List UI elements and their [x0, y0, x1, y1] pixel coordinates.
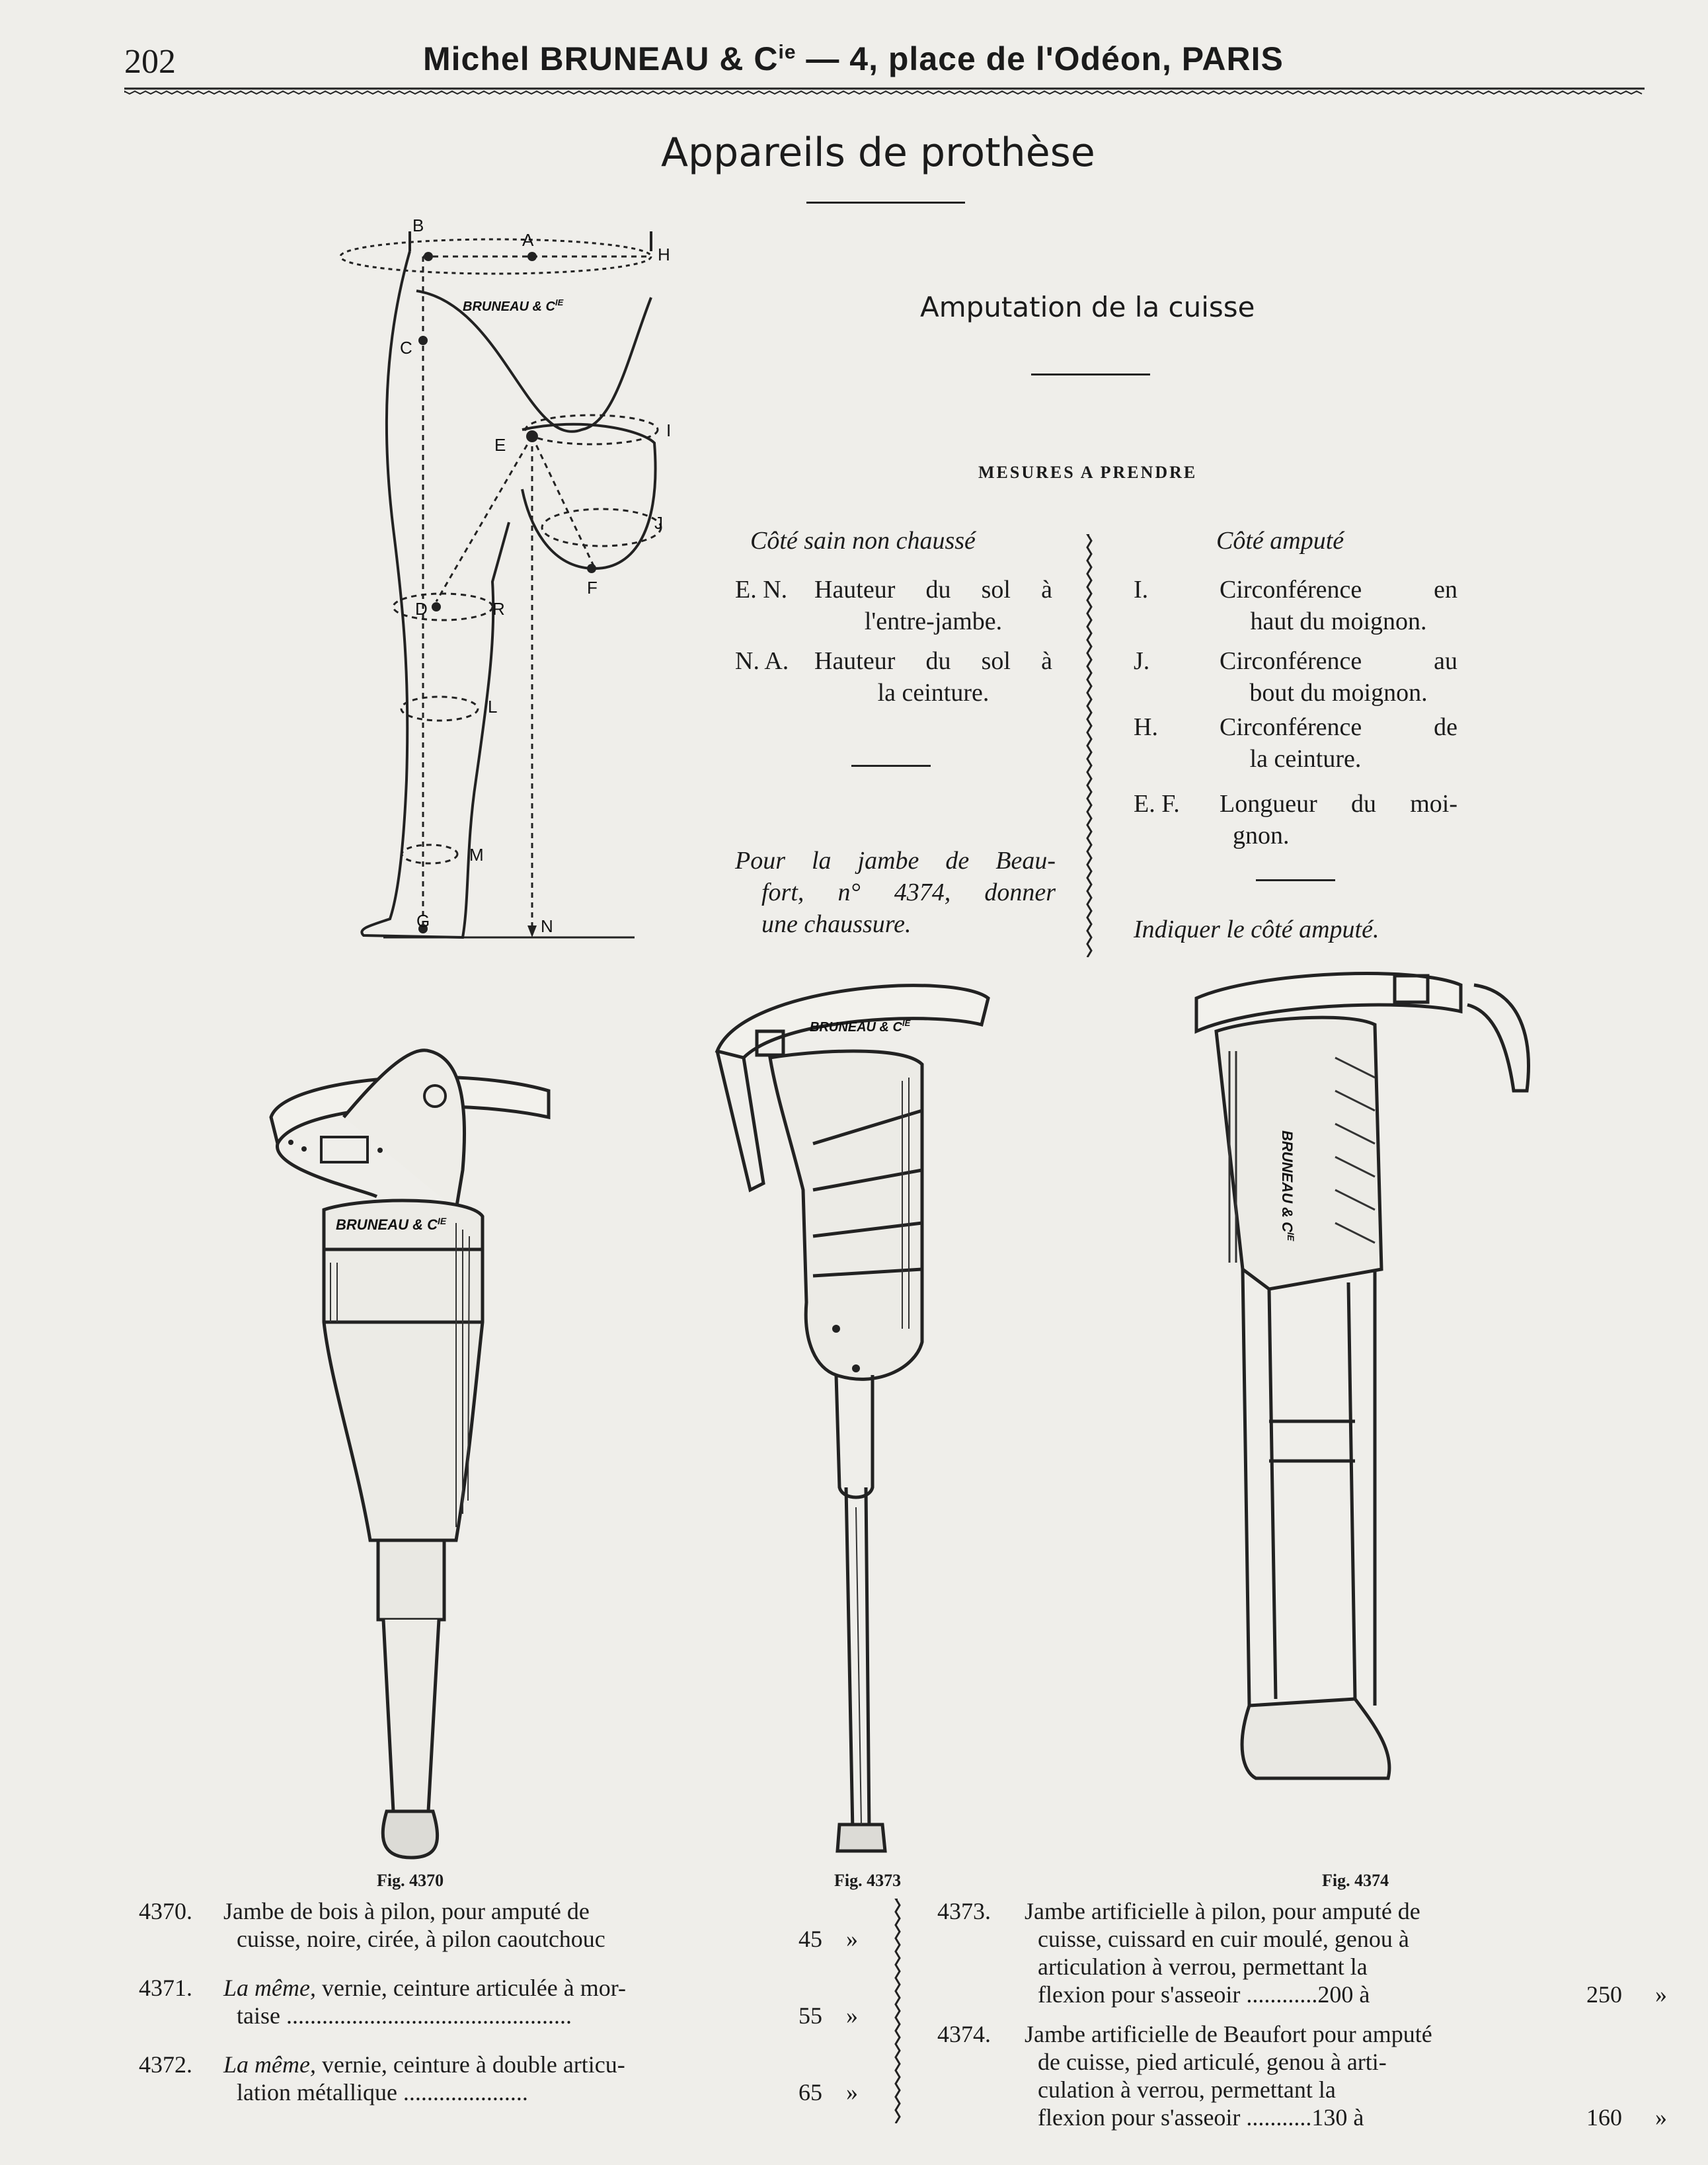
publisher-address: — 4, place de l'Odéon, PARIS [796, 40, 1284, 77]
diagram-brand: BRUNEAU & $C^{IE}$ [463, 297, 564, 314]
figure-label-4370: Fig. 4370 [377, 1871, 444, 1890]
diagram-label-l: L [488, 697, 498, 717]
figure-4370-peg-leg [258, 1038, 568, 1871]
item-price: 160 [1586, 2104, 1622, 2131]
measure-text-cont: la ceinture. [877, 679, 990, 707]
price-item-4373 [925, 1897, 1679, 2014]
diagram-label-h: H [658, 245, 670, 264]
item-desc: Jambe artificielle à pilon, pour amputé de [1025, 1898, 1420, 1924]
item-price-mark: » [846, 1926, 858, 1952]
page-title: Appareils de prothèse [661, 130, 1095, 176]
item-desc: culation à verrou, permettant la [1038, 2076, 1336, 2103]
measure-text: Circonférence de [1220, 713, 1457, 741]
item-desc: lation métallique ..................... [237, 2079, 528, 2106]
price-list-left [124, 1897, 884, 2114]
beaufort-note [735, 845, 1056, 940]
left-column-heading: Côté sain non chaussé [750, 527, 976, 555]
measure-row-na [735, 645, 1052, 677]
diagram-label-b: B [412, 216, 424, 235]
item-price: 250 [1586, 1981, 1622, 2008]
fig-4370-brand: BRUNEAU & $C^{IE}$ [336, 1216, 447, 1233]
price-list-right [925, 1897, 1679, 2137]
item-price: 55 [798, 2002, 822, 2029]
measure-text-cont: la ceinture. [1249, 745, 1362, 773]
item-desc: La même, vernie, ceinture articulée à mor- [223, 1975, 627, 2001]
measure-text: Hauteur du sol à [814, 576, 1052, 604]
left-short-rule [851, 765, 931, 767]
diagram-label-m: M [469, 845, 484, 865]
item-price: 45 [798, 1926, 822, 1952]
note-line: fort, n° 4374, donner [761, 879, 1056, 906]
figure-4373-artificial-leg [704, 972, 1008, 1864]
figure-label-4374: Fig. 4374 [1322, 1871, 1389, 1890]
diagram-label-d: D [415, 599, 428, 619]
diagram-label-j: J [654, 513, 663, 533]
item-price-mark: » [1655, 2104, 1667, 2131]
item-desc: flexion pour s'asseoir ...........130 à [1038, 2104, 1364, 2131]
measure-text-cont: bout du moignon. [1249, 679, 1428, 707]
item-number: 4370. [139, 1898, 192, 1924]
item-desc: flexion pour s'asseoir ............200 à [1038, 1981, 1370, 2008]
column-divider-wavy [1085, 534, 1093, 957]
title-rule [806, 202, 965, 204]
measure-text-cont: l'entre-jambe. [864, 608, 1003, 635]
item-price-mark: » [1655, 1981, 1667, 2008]
item-desc: Jambe de bois à pilon, pour amputé de [223, 1898, 590, 1924]
subtitle-rule [1031, 374, 1150, 375]
price-item-4374 [925, 2020, 1679, 2137]
measure-text-cont: gnon. [1233, 822, 1290, 849]
measure-key: I. [1134, 576, 1149, 604]
item-desc: La même, vernie, ceinture à double articu- [223, 2051, 625, 2078]
item-desc: taise ................................................ [237, 2002, 572, 2029]
right-column-heading: Côté amputé [1216, 527, 1344, 555]
item-number: 4373. [937, 1898, 991, 1924]
section-subtitle: Amputation de la cuisse [920, 291, 1255, 323]
item-desc: cuisse, cuissard en cuir moulé, genou à [1038, 1926, 1409, 1952]
price-item-4372 [124, 2051, 884, 2114]
measure-key: N. A. [735, 647, 789, 675]
item-price-mark: » [846, 2079, 858, 2106]
diagram-label-g: G [416, 911, 430, 931]
note-line: Pour la jambe de Beau- [735, 847, 1056, 875]
measure-key: J. [1134, 647, 1150, 675]
price-divider-wavy [894, 1899, 902, 2123]
fig-4374-brand: BRUNEAU & $C^{IE}$ [1279, 1130, 1296, 1241]
right-short-rule [1256, 879, 1335, 881]
publisher-header [423, 40, 1284, 78]
item-italic: La même, [223, 2051, 316, 2078]
item-desc: articulation à verrou, permettant la [1038, 1953, 1368, 1980]
measure-text: Circonférence en [1220, 576, 1457, 604]
item-price: 65 [798, 2079, 822, 2106]
item-number: 4371. [139, 1975, 192, 2001]
diagram-label-a: A [522, 230, 534, 250]
diagram-label-f: F [587, 578, 598, 598]
figure-label-4373: Fig. 4373 [834, 1871, 902, 1890]
leg-measurement-diagram [330, 212, 701, 945]
diagram-label-n: N [541, 916, 553, 936]
measure-key: E. N. [735, 576, 788, 604]
item-desc: Jambe artificielle de Beaufort pour amputé [1025, 2021, 1432, 2047]
publisher-sup: ie [778, 41, 796, 63]
publisher-name: Michel BRUNEAU & C [423, 40, 779, 77]
item-desc: cuisse, noire, cirée, à pilon caoutchouc [237, 1926, 605, 1952]
diagram-label-e: E [494, 435, 506, 455]
diagram-label-i: I [666, 420, 672, 440]
note-line: une chaussure. [761, 910, 912, 938]
amputated-side-note: Indiquer le côté amputé. [1134, 916, 1379, 943]
figure-4374-beaufort-leg [1177, 959, 1547, 1871]
diagram-label-c: C [400, 338, 412, 358]
measure-text: Circonférence au [1220, 647, 1457, 675]
item-price-mark: » [846, 2002, 858, 2029]
measure-text: Hauteur du sol à [814, 647, 1052, 675]
measure-row-ef [1134, 788, 1457, 820]
price-item-4370 [124, 1897, 884, 1961]
page-number: 202 [124, 43, 176, 81]
item-number: 4374. [937, 2021, 991, 2047]
item-number: 4372. [139, 2051, 192, 2078]
measure-row-i [1134, 574, 1457, 606]
measure-row-en [735, 574, 1052, 606]
header-wavy-rule [124, 86, 1645, 95]
diagram-label-r: R [492, 599, 505, 619]
fig-4373-brand: BRUNEAU & $C^{IE}$ [810, 1018, 911, 1035]
measures-heading: MESURES A PRENDRE [978, 463, 1198, 482]
measure-key: H. [1134, 713, 1158, 741]
measure-text-cont: haut du moignon. [1250, 608, 1427, 635]
measure-row-j [1134, 645, 1457, 677]
measure-row-h [1134, 711, 1457, 743]
measure-text: Longueur du moi- [1220, 790, 1457, 818]
item-italic: La même, [223, 1975, 316, 2001]
price-item-4371 [124, 1974, 884, 2037]
item-desc: de cuisse, pied articulé, genou à arti- [1038, 2049, 1387, 2075]
measure-key: E. F. [1134, 790, 1180, 818]
